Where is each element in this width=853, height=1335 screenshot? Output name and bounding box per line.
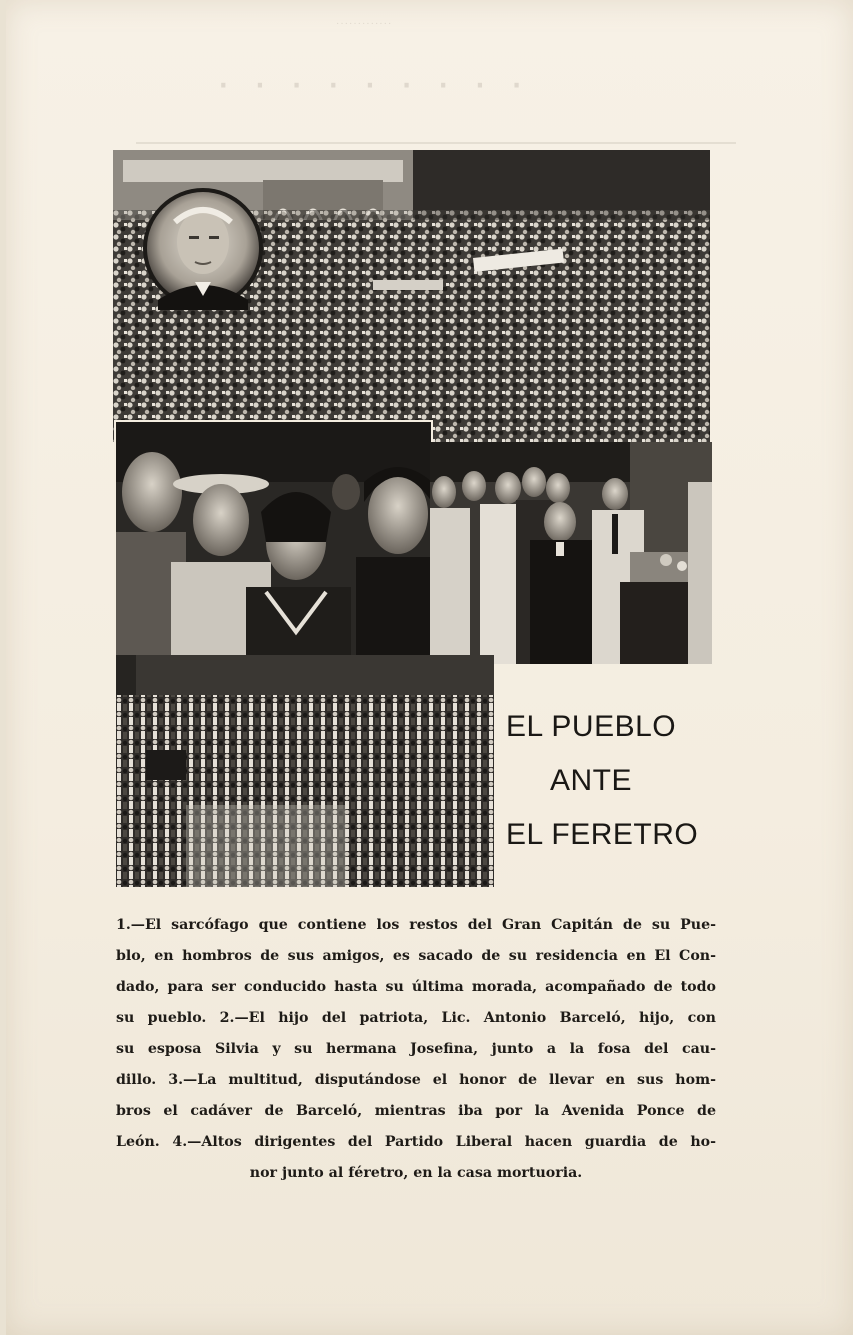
photo-honor-guard-image [430,442,712,664]
photo-family-at-grave [114,420,433,659]
document-page [6,0,853,1335]
caption-line: su esposa Silvia y su hermana Josefina, junto a la fosa del cau- [116,1041,716,1057]
caption-line: dillo. 3.—La multitud, disputándose el honor de llevar en sus hom- [116,1072,716,1088]
caption-line: su pueblo. 2.—El hijo del patriota, Lic. Antonio Barceló, hijo, con [116,1010,716,1026]
headline-line-1: EL PUEBLO [506,710,677,743]
photo-honor-guard [430,442,712,664]
photo-multitude-avenue [116,655,494,887]
photo-crowd-procession-image [113,150,710,442]
headline-line-2: ANTE [549,764,632,797]
photo-multitude-avenue-image [116,655,494,887]
caption-line: blo, en hombros de sus amigos, es sacado de su residencia en El Con- [116,948,716,964]
bleed-through-text: ········· [216,58,546,107]
caption-line: nor junto al féretro, en la casa mortuoria. [249,1165,583,1181]
headline [506,700,699,862]
photo-family-at-grave-image [116,422,431,657]
caption-line: bros el cadáver de Barceló, mientras iba por la Avenida Ponce de [116,1103,716,1119]
photo-crowd-procession [113,150,710,442]
caption-line: León. 4.—Altos dirigentes del Partido Liberal hacen guardia de ho- [116,1134,716,1150]
bleed-through-text: ············· [336,18,393,29]
photo-caption [116,910,716,1189]
caption-line: 1.—El sarcófago que contiene los restos del Gran Capitán de su Pue- [116,917,716,933]
headline-line-3: EL FERETRO [506,818,699,851]
caption-line: dado, para ser conducido hasta su última morada, acompañado de todo [116,979,716,995]
bleed-through-rule [136,142,736,144]
